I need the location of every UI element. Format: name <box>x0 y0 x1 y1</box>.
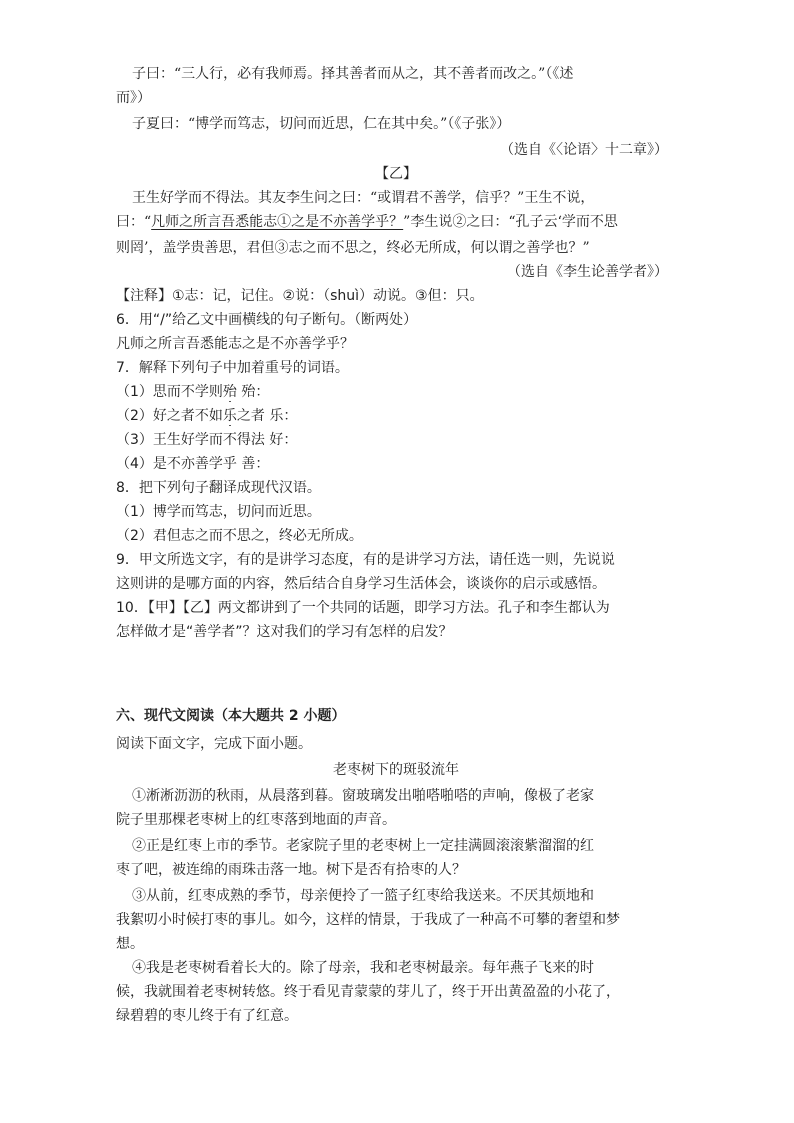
yi-text-line-2-start: 曰：“ <box>116 214 152 230</box>
paragraph-2-line-2: 枣了吧，被连绵的雨珠击落一地。树下是否有拾枣的人？ <box>116 862 466 878</box>
yi-text-line-3: 则罔’，盖学贵善思，君但③志之而不思之，终必无所成，何以谓之善学也？” <box>116 240 590 256</box>
paragraph-1-line-2: 院子里那棵老枣树上的红枣落到地面的声音。 <box>116 812 396 828</box>
paragraph-4-line-1: ④我是老枣树看着长大的。除了母亲，我和老枣树最亲。每年燕子飞来的时 <box>132 960 594 976</box>
yi-text-line-1: 王生好学而不得法。其友李生问之曰：“或谓君不善学，信乎？”王生不说， <box>132 190 595 206</box>
paragraph-3-line-3: 想。 <box>116 936 144 952</box>
question-7-item-3: （3）王生好学而不得法 好： <box>116 432 298 448</box>
paragraph-3-line-2: 我絮叨小时候打枣的事儿。如今，这样的情景，于我成了一种高不可攀的奢望和梦 <box>116 912 620 928</box>
yi-section-title: 【乙】 <box>375 166 417 182</box>
question-9-line-1: 9．甲文所选文字，有的是讲学习态度，有的是讲学习方法，请任选一则，先说说 <box>116 552 615 568</box>
confucius-quote-line-1: 子曰：“三人行，必有我师焉。择其善者而从之，其不善者而改之。”（《述 <box>132 66 574 82</box>
yi-text-line-2-end: ”李生说②之曰：“孔子云‘学而不思 <box>403 214 618 230</box>
paragraph-2-line-1: ②正是红枣上市的季节。老家院子里的老枣树上一定挂满圆滚滚紫溜溜的红 <box>132 838 594 854</box>
q7-1-text: （1）思而不学则 <box>116 384 223 400</box>
question-7-item-4: （4）是不亦善学乎 善： <box>116 456 270 472</box>
yi-text-line-2 <box>116 212 676 232</box>
question-8-item-2: （2）君但志之而不思之，终必无所成。 <box>116 528 363 544</box>
paragraph-4-line-3: 绿碧碧的枣儿终于有了红意。 <box>116 1008 298 1024</box>
section-6-heading: 六、现代文阅读（本大题共 2 小题） <box>116 708 346 724</box>
paragraph-3-line-1: ③从前，红枣成熟的季节，母亲便拎了一篮子红枣给我送来。不厌其烦地和 <box>132 888 594 904</box>
underlined-sentence: 凡师之所言吾悉能志①之是不亦善学乎？ <box>151 214 404 230</box>
question-7-item-1 <box>116 382 676 402</box>
source-analects: （选自《〈论语〉十二章》） <box>500 142 668 158</box>
zixia-quote: 子夏曰：“博学而笃志，切问而近思，仁在其中矣。”（《子张》） <box>132 116 511 132</box>
reading-instruction: 阅读下面文字，完成下面小题。 <box>116 736 312 752</box>
question-9-line-2: 这则讲的是哪方面的内容，然后结合自身学习生活体会，谈谈你的启示或感悟。 <box>116 576 606 592</box>
question-7-item-2 <box>116 406 676 426</box>
question-7: 7．解释下列句子中加着重号的词语。 <box>116 360 349 376</box>
confucius-quote-line-2: 而》） <box>116 90 151 106</box>
q7-2-text: （2）好之者不如 <box>116 408 223 424</box>
q7-1-blank: 殆： <box>236 384 270 400</box>
emphasis-char-le: 乐 <box>222 408 237 424</box>
article-title: 老枣树下的斑驳流年 <box>333 762 459 778</box>
question-6: 6．用“/”给乙文中画横线的句子断句。（断两处） <box>116 312 418 328</box>
question-6-sentence: 凡师之所言吾悉能志之是不亦善学乎？ <box>116 336 354 352</box>
question-8-item-1: （1）博学而笃志，切问而近思。 <box>116 504 321 520</box>
question-8: 8．把下列句子翻译成现代汉语。 <box>116 480 321 496</box>
paragraph-1-line-1: ①淅淅沥沥的秋雨，从晨落到暮。窗玻璃发出啪嗒啪嗒的声响，像极了老家 <box>132 788 594 804</box>
source-lisheng: （选自《李生论善学者》） <box>507 264 668 280</box>
question-10-line-1: 10．【甲】【乙】两文都讲到了一个共同的话题，即学习方法。孔子和李生都认为 <box>116 600 610 616</box>
paragraph-4-line-2: 候，我就围着老枣树转悠。终于看见青蒙蒙的芽儿了，终于开出黄盈盈的小花了， <box>116 984 620 1000</box>
emphasis-char-dai: 殆 <box>222 384 237 400</box>
annotation-note: 【注释】①志：记，记住。②说：（shuì）动说。③但：只。 <box>116 288 484 304</box>
question-10-line-2: 怎样做才是“善学者”？这对我们的学习有怎样的启发？ <box>116 624 453 640</box>
q7-2-blank: 之者 乐： <box>236 408 298 424</box>
